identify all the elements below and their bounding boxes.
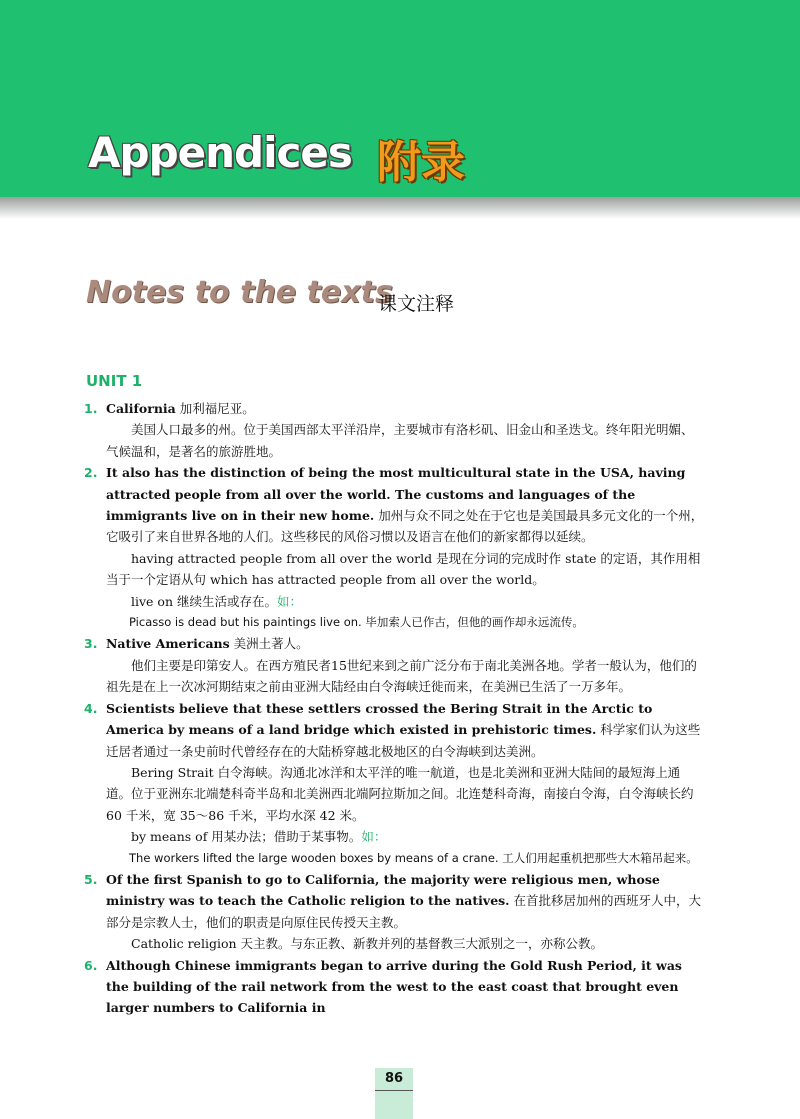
example-sentence bbox=[84, 848, 704, 869]
note-heading-cn: 加州与众不同之处在于它也是美国最具多元文化的一个州，它吸引了来自世界各地的人们。这些移民的风俗习惯以及语言在他们的新家都得以延续。 bbox=[106, 508, 704, 545]
example-marker: 如： bbox=[276, 593, 302, 609]
note-paragraph bbox=[84, 655, 704, 698]
note-number: 3. bbox=[84, 636, 98, 652]
example-marker: 如： bbox=[361, 829, 387, 845]
note-item bbox=[84, 698, 704, 869]
paragraph-text: by means of 用某办法；借助于某事物。 bbox=[131, 829, 362, 845]
paragraph-text: The workers lifted the large wooden boxes by means of a crane. 工人们用起重机把那些大木箱吊起来。 bbox=[129, 850, 698, 865]
note-paragraph bbox=[84, 933, 704, 954]
note-heading-en: Scientists believe that these settlers crossed the Bering Strait in the Arctic to America by means of a land bridge which existed in prehistoric times. bbox=[106, 700, 653, 738]
note-item bbox=[84, 955, 704, 1019]
note-item bbox=[84, 633, 704, 697]
paragraph-text: Picasso is dead but his paintings live on. 毕加索人已作古，但他的画作却永远流传。 bbox=[129, 615, 584, 630]
note-heading bbox=[106, 955, 704, 1019]
paragraph-text: having attracted people from all over the world 是现在分词的完成时作 state 的定语，其作用相当于一个定语从句 which has attracted people from all over the world。 bbox=[106, 550, 701, 588]
note-item bbox=[84, 398, 704, 462]
note-heading-cn: 美洲土著人。 bbox=[229, 636, 309, 652]
note-number: 6. bbox=[84, 957, 98, 973]
note-heading-en: Although Chinese immigrants began to arrive during the Gold Rush Period, it was the building of the rail network from the west to the east coast that brought even larger numbers to California in bbox=[106, 957, 682, 1016]
note-heading-cn: 加利福尼亚。 bbox=[175, 401, 255, 416]
note-heading-en: It also has the distinction of being the most multicultural state in the USA, having attracted people from all over the world. The customs and languages of the immigrants live on in their new home. bbox=[106, 465, 686, 524]
note-number: 1. bbox=[84, 401, 98, 416]
paragraph-text: live on 继续生活或存在。 bbox=[131, 593, 277, 609]
note-heading-en: Native Americans bbox=[106, 636, 230, 652]
note-paragraph bbox=[84, 762, 704, 826]
paragraph-text: 美国人口最多的州。位于美国西部太平洋沿岸，主要城市有洛杉矶、旧金山和圣迭戈。终年阳光明媚、气候温和，是著名的旅游胜地。 bbox=[106, 422, 694, 459]
notes-list bbox=[84, 398, 704, 1019]
note-paragraph bbox=[84, 826, 704, 847]
note-heading bbox=[106, 698, 704, 762]
note-heading-cn: 在首批移居加州的西班牙人中，大部分是宗教人士，他们的职责是向原住民传授天主教。 bbox=[106, 893, 702, 930]
paragraph-text: Bering Strait 白令海峡。沟通北冰洋和太平洋的唯一航道，也是北美洲和亚洲大陆间的最短海上通道。位于亚洲东北端楚科奇半岛和北美洲西北端阿拉斯加之间。北连楚科奇海，南接白令海，白令海峡长约 60 千米，宽 35～86 千米，平均水深 42 米。 bbox=[106, 764, 694, 823]
note-heading-cn: 科学家们认为这些迁居者通过一条史前时代曾经存在的大陆桥穿越北极地区的白令海峡到达美洲。 bbox=[106, 722, 701, 759]
paragraph-text: Catholic religion 天主教。与东正教、新教并列的基督教三大派别之一，亦称公教。 bbox=[131, 936, 604, 952]
page-title: Appendices bbox=[88, 128, 352, 177]
note-number: 5. bbox=[84, 871, 98, 887]
note-item bbox=[84, 462, 704, 633]
page-number-rule bbox=[375, 1090, 413, 1091]
note-paragraph bbox=[84, 419, 704, 462]
note-heading bbox=[106, 398, 704, 419]
note-heading bbox=[106, 462, 704, 548]
banner-shadow bbox=[0, 197, 800, 219]
note-paragraph bbox=[84, 591, 704, 612]
page-title-cn: 附录 bbox=[377, 137, 465, 188]
paragraph-text: 他们主要是印第安人。在西方殖民者15世纪来到之前广泛分布于南北美洲各地。学者一般认为，他们的祖先是在上一次冰河期结束之前由亚洲大陆经由白令海峡迁徙而来，在美洲已生活了一万多年。 bbox=[106, 657, 697, 695]
note-heading-en: Of the first Spanish to go to California, the majority were religious men, whose ministry was to teach the Catholic religion to the natives. bbox=[106, 871, 660, 909]
note-heading-en: California bbox=[106, 401, 176, 416]
section-title-cn: 课文注释 bbox=[378, 293, 455, 315]
example-sentence bbox=[84, 612, 704, 633]
note-paragraph bbox=[84, 548, 704, 591]
note-heading bbox=[106, 869, 704, 933]
note-number: 2. bbox=[84, 465, 98, 481]
note-item bbox=[84, 869, 704, 955]
note-number: 4. bbox=[84, 700, 98, 716]
unit-heading: UNIT 1 bbox=[86, 372, 143, 390]
section-title: Notes to the texts bbox=[86, 275, 393, 310]
note-heading bbox=[106, 633, 704, 654]
page-number: 86 bbox=[384, 1071, 404, 1086]
